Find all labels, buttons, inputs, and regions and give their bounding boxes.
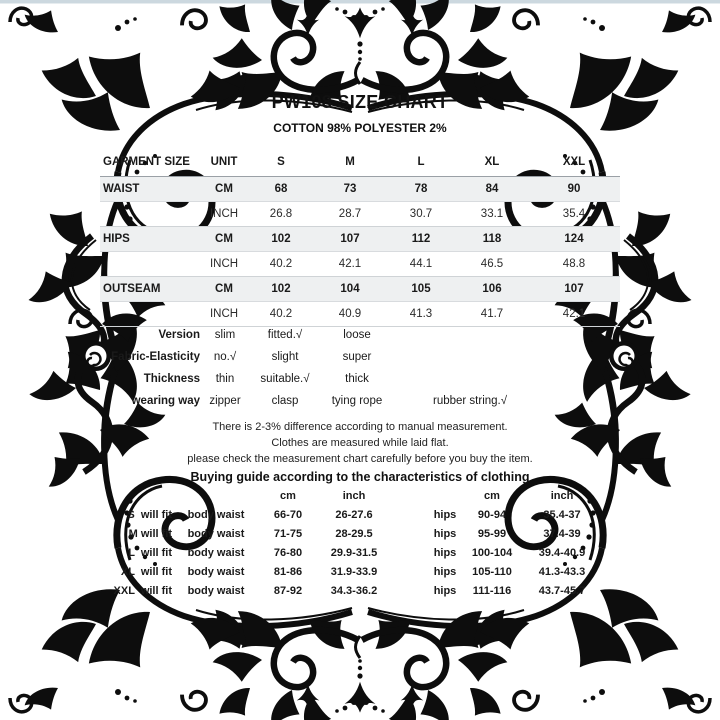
cell: 107 xyxy=(564,283,584,295)
header-cm: cm xyxy=(280,490,296,502)
guide-size: L will fit xyxy=(128,546,172,559)
fabric-composition: COTTON 98% POLYESTER 2% xyxy=(273,121,447,135)
cell: 41.3 xyxy=(409,308,433,320)
cell: 90 xyxy=(567,183,581,195)
cell: 30.7 xyxy=(409,208,433,220)
header-cm: cm xyxy=(484,490,500,502)
row-unit: INCH xyxy=(209,308,239,320)
guide-inch: 28-29.5 xyxy=(335,527,373,540)
size-table-header-row xyxy=(100,148,620,177)
guide-part: body waist xyxy=(187,546,245,559)
guide-part: hips xyxy=(433,584,457,597)
row-label: WAIST xyxy=(103,183,140,195)
attr-option: slight xyxy=(271,351,299,363)
attr-row-thickness xyxy=(0,368,720,390)
guide-inch: 34.3-36.2 xyxy=(330,584,378,597)
cell: 26.8 xyxy=(269,208,293,220)
guide-inch: 43.7-45.7 xyxy=(538,584,586,597)
attr-label: Fabric-Elasticity xyxy=(111,351,200,363)
attr-row-elasticity xyxy=(0,346,720,368)
guide-cm: 76-80 xyxy=(273,546,303,559)
guide-cm: 111-116 xyxy=(472,584,512,597)
guide-inch: 29.9-31.5 xyxy=(330,546,378,559)
cell: 40.2 xyxy=(269,258,293,270)
note-line: There is 2-3% difference according to manual measurement. xyxy=(212,421,508,433)
attr-label: Thickness xyxy=(143,373,200,385)
guide-inch: 26-27.6 xyxy=(335,508,373,521)
page-title: PW108 SIZE CHART xyxy=(271,92,449,112)
header-inch: inch xyxy=(550,490,574,502)
guide-size: XL will fit xyxy=(120,565,172,578)
cell: 104 xyxy=(340,283,360,295)
table-row-waist-inch xyxy=(100,202,620,227)
guide-cm: 81-86 xyxy=(273,565,303,578)
cell: 35.4 xyxy=(562,208,586,220)
guide-size: XXL will fit xyxy=(113,584,172,597)
guide-inch: 39.4-40.9 xyxy=(538,546,586,559)
cell: 102 xyxy=(271,283,291,295)
cell: 28.7 xyxy=(338,208,362,220)
guide-part: body waist xyxy=(187,565,245,578)
cell: 112 xyxy=(411,233,431,245)
guide-part: body waist xyxy=(187,527,245,540)
attr-row-version xyxy=(0,324,720,346)
measurement-notes xyxy=(0,419,720,467)
row-unit: INCH xyxy=(209,208,239,220)
guide-inch: 35.4-37 xyxy=(543,508,581,521)
guide-part: hips xyxy=(433,527,457,540)
cell: 105 xyxy=(411,283,431,295)
guide-cm: 66-70 xyxy=(273,508,303,521)
note-line: Clothes are measured while laid flat. xyxy=(271,437,449,449)
cell: 124 xyxy=(564,233,584,245)
guide-cm: 105-110 xyxy=(472,565,512,578)
table-row-hips-inch xyxy=(100,252,620,277)
cell: 106 xyxy=(482,283,502,295)
col-garment-size: GARMENT SIZE xyxy=(103,156,190,168)
cell: 33.1 xyxy=(480,208,504,220)
garment-attributes xyxy=(0,324,720,412)
guide-cm: 95-99 xyxy=(477,527,507,540)
cell: 42.1 xyxy=(338,258,362,270)
guide-part: body waist xyxy=(187,584,245,597)
row-label: HIPS xyxy=(103,233,130,245)
cell: 102 xyxy=(271,233,291,245)
attr-option-selected: rubber string.√ xyxy=(433,395,508,407)
guide-row-xxl xyxy=(0,581,720,600)
attr-option: thick xyxy=(345,373,369,385)
guide-inch: 31.9-33.9 xyxy=(330,565,378,578)
col-xl: XL xyxy=(484,156,500,168)
col-s: S xyxy=(277,156,285,168)
attr-option: thin xyxy=(215,373,235,385)
attr-option-selected: no.√ xyxy=(213,351,237,363)
table-row-waist-cm xyxy=(100,177,620,202)
size-table xyxy=(100,148,620,327)
table-row-outseam-cm xyxy=(100,277,620,302)
attr-option: loose xyxy=(343,329,371,341)
attr-option: tying rope xyxy=(331,395,383,407)
attr-option: zipper xyxy=(209,395,241,407)
table-row-hips-cm xyxy=(100,227,620,252)
row-unit: CM xyxy=(215,183,233,195)
cell: 84 xyxy=(485,183,499,195)
guide-part: hips xyxy=(433,565,457,578)
attr-option: clasp xyxy=(271,395,299,407)
col-m: M xyxy=(345,156,355,168)
note-line: please check the measurement chart carefully before you buy the item. xyxy=(187,453,533,465)
cell: 118 xyxy=(482,233,502,245)
cell: 73 xyxy=(343,183,357,195)
attr-label: Version xyxy=(158,329,200,341)
cell: 40.2 xyxy=(269,308,293,320)
guide-row-xl xyxy=(0,562,720,581)
guide-row-s xyxy=(0,505,720,524)
header-inch: inch xyxy=(342,490,366,502)
guide-row-m xyxy=(0,524,720,543)
guide-part: hips xyxy=(433,546,457,559)
row-label: OUTSEAM xyxy=(103,283,161,295)
guide-cm: 71-75 xyxy=(273,527,303,540)
guide-part: body waist xyxy=(187,508,245,521)
guide-cm: 100-104 xyxy=(471,546,513,559)
cell: 46.5 xyxy=(480,258,504,270)
guide-size: S will fit xyxy=(127,508,172,521)
attr-row-wearing-way xyxy=(0,390,720,412)
guide-inch: 41.3-43.3 xyxy=(538,565,586,578)
row-unit: CM xyxy=(215,233,233,245)
guide-part: hips xyxy=(433,508,457,521)
attr-option-selected: fitted.√ xyxy=(267,329,303,341)
row-unit: CM xyxy=(215,283,233,295)
attr-label: wearing way xyxy=(131,395,200,407)
guide-inch: 37.4-39 xyxy=(543,527,581,540)
cell: 107 xyxy=(340,233,360,245)
cell: 41.7 xyxy=(480,308,504,320)
attr-option: super xyxy=(342,351,372,363)
guide-cm: 90-94 xyxy=(477,508,507,521)
attr-option-selected: suitable.√ xyxy=(260,373,310,385)
guide-size: M will fit xyxy=(128,527,172,540)
cell: 44.1 xyxy=(409,258,433,270)
guide-row-l xyxy=(0,543,720,562)
cell: 40.9 xyxy=(338,308,362,320)
buying-guide-header-row xyxy=(0,487,720,505)
guide-cm: 87-92 xyxy=(273,584,303,597)
col-xxl: XXL xyxy=(562,156,586,168)
cell: 48.8 xyxy=(562,258,586,270)
cell: 42.1 xyxy=(562,308,586,320)
buying-guide-title: Buying guide according to the characteristics of clothing xyxy=(190,470,530,484)
col-unit: UNIT xyxy=(210,156,238,168)
buying-guide-table xyxy=(0,487,720,600)
cell: 78 xyxy=(414,183,428,195)
row-unit: INCH xyxy=(209,258,239,270)
cell: 68 xyxy=(274,183,288,195)
attr-option: slim xyxy=(214,329,236,341)
col-l: L xyxy=(417,156,425,168)
